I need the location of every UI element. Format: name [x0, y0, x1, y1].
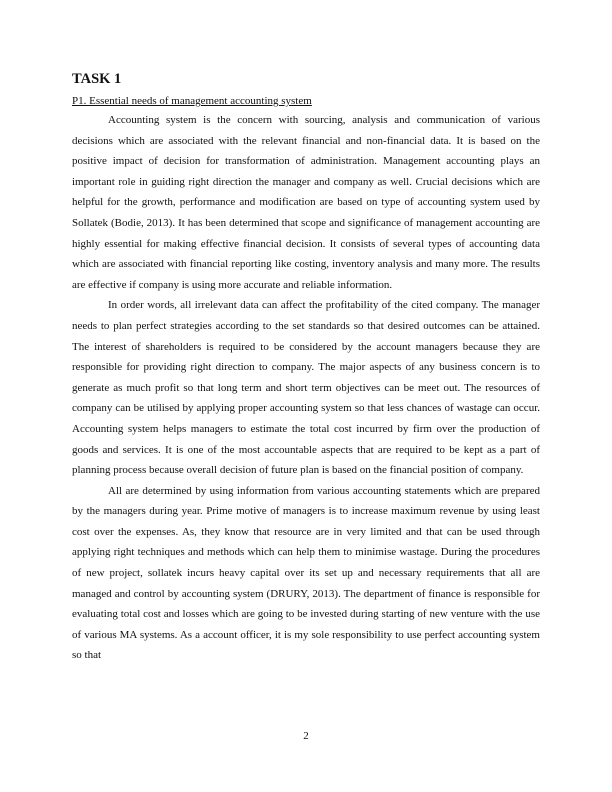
task-heading: TASK 1	[72, 71, 122, 87]
paragraph-1: Accounting system is the concern with sourcing, analysis and communication of various decisions which are associated with the relevant financial and non-financial data. It is based on the positive impact of decision for transformation of administration. Management accounting plays an important role in guiding right direction the manager and company as well. Crucial decisions which are helpful for the growth, performance and modification are based on type of accounting system used by Sollatek (Bodie, 2013). It has been determined that scope and significance of management accounting are highly essential for making effective financial decision. It consists of several types of accounting data which are associated with financial reporting like costing, inventory analysis and many more. The results are effective if company is using more accurate and reliable information.	[72, 114, 540, 291]
page-content	[72, 70, 540, 666]
paragraph-3: All are determined by using information from various accounting statements which are prepared by the managers during year. Prime motive of managers is to increase maximum revenue by using least cost over the expenses. As, they know that resource are in very limited and that can be used through applying right techniques and methods which can help them to minimise wastage. During the procedures of new project, sollatek incurs heavy capital over its set up and necessary requirements that all are managed and control by accounting system (DRURY, 2013). The department of finance is responsible for evaluating total cost and losses which are going to be invested during starting of new venture with the use of various MA systems. As a account officer, it is my sole responsibility to use perfect accounting system so that	[72, 484, 540, 662]
paragraph-2: In order words, all irrelevant data can affect the profitability of the cited company. The manager needs to plan perfect strategies according to the set standards so that desired outcomes can be attained. The interest of shareholders is required to be considered by the account managers because they are responsible for providing right direction to company. The major aspects of any business concern is to generate as much profit so that long term and short term objectives can be meet out. The resources of company can be utilised by applying proper accounting system so that less chances of wastage can occur. Accounting system helps managers to estimate the total cost incurred by firm over the production of goods and services. It is one of the most accountable aspects that are required to be kept as a part of planning process because overall decision of future plan is based on the financial position of company.	[72, 299, 540, 477]
section-heading: P1. Essential needs of management accounting system	[72, 95, 312, 107]
page-number: 2	[303, 730, 309, 742]
